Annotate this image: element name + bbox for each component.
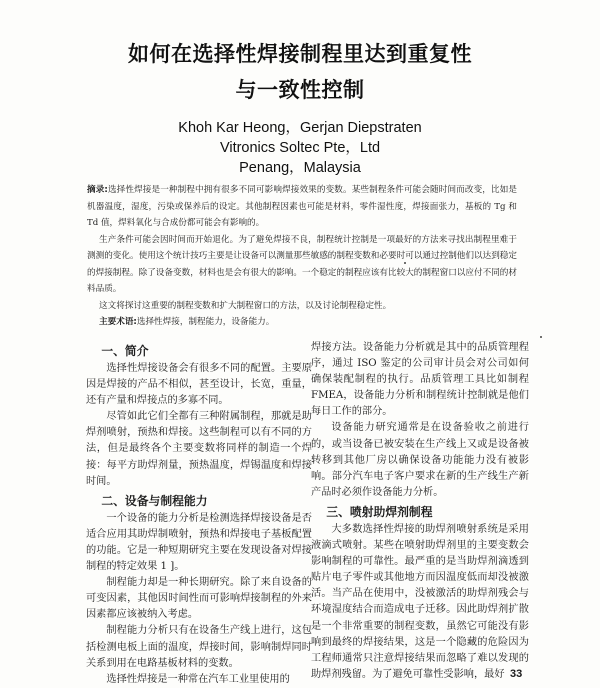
page-number: 33	[510, 668, 523, 680]
body-paragraph: 制程能力却是一种长期研究。除了来自设备的可变因素，其他因时间性而可影响焊接制程的外来因素都应该被纳入考虑。	[86, 577, 312, 621]
author-names: Khoh Kar Heong，Gerjan Diepstraten	[178, 120, 422, 136]
keywords	[87, 314, 517, 331]
keywords-text: 选择性焊接，制程能力，设备能力。	[136, 317, 275, 327]
section-heading-capability: 二、设备与制程能力	[101, 493, 208, 508]
body-paragraph: 焊接方法。设备能力分析就是其中的品质管理程序，通过 ISO 鉴定的公司审计员会对公司如何确保装配制程的执行。品质管理工具比如制程 FMEA，设备能力分析和制程统计控制就是他们每日工作的部分。	[311, 342, 529, 418]
section-heading-flux-spray: 三、喷射助焊剂制程	[326, 504, 433, 519]
body-paragraph: 设备能力研究通常是在设备验收之前进行的，或当设备已被安装在生产线上又或是设备被转移到其他厂房以确保设备功能能力没有被影响。部分汽车电子客户要求在新的生产线生产新产品时必须作设备能力分析。	[311, 422, 529, 498]
abstract-paragraph-3: 这文将探讨这重要的制程变数和扩大制程窗口的方法，以及讨论制程稳定性。	[99, 300, 392, 311]
keywords-label: 主要术语:	[99, 317, 137, 327]
paper-title-line-2: 与一致性控制	[235, 78, 365, 102]
left-column	[86, 340, 312, 688]
paper-title-line-1: 如何在选择性焊接制程里达到重复性	[128, 42, 472, 66]
abstract-label: 摘录:	[87, 185, 108, 195]
body-paragraph: 尽管如此它们全都有三种附属制程，那就是助焊剂喷射，预热和焊接。这些制程可以有不同的方法，但是最终各个主要变数将同样的制造一个焊接：每平方助焊剂量，预热温度，焊锡温度和焊接时间。	[86, 411, 312, 487]
abstract-text-1: 选择性焊接是一种制程中拥有很多不同可影响焊接效果的变数。某些制程条件可能会随时间而改变，比如是机器温度，湿度，污染或保养后的设定。其他制程因素也可能是材料，零件湿性度，焊接面张力，基板的 Tg 和 Td 值，焊料氧化与合成份都可能会有影响的。	[87, 185, 517, 228]
abstract	[87, 182, 517, 331]
body-paragraph: 选择性焊接是一种常在汽车工业里使用的	[106, 673, 290, 685]
author-location: Penang，Malaysia	[239, 160, 361, 176]
body-paragraph: 制程能力分析只有在设备生产线上进行，这包括检测电板上面的温度，焊接时间，影响制焊同时关系到用在电路基板材料的变数。	[86, 625, 312, 669]
scan-speck	[540, 336, 542, 338]
section-heading-introduction: 一、简介	[101, 344, 149, 358]
scan-speck	[404, 262, 406, 264]
body-paragraph: 一个设备的能力分析是检测选择焊接设备是否适合应用其助焊制喷射，预热和焊接电子基板配置的功能。它是一种短期研究主要在发现设备对焊接制程的特定效果 1 ]。	[86, 512, 312, 573]
abstract-paragraph-1	[87, 182, 517, 232]
abstract-paragraph-2: 生产条件可能会因时间而开始退化。为了避免焊接不良，制程统计控制是一项最好的方法来寻找出制程里难于测测的变化。使用这个统计技巧主要是让设备可以测量那些敏感的制程变数和必要时可以通过控制他们以达到稳定的焊接制程。除了设备变数，材料也是会有很大的影响。一个稳定的制程应该有比较大的制程窗口以应付不同的材料品质。	[87, 234, 517, 294]
right-column	[311, 340, 529, 683]
author-company: Vitronics Soltec Pte，Ltd	[219, 140, 381, 156]
body-paragraph: 选择性焊接设备会有很多不同的配置。主要原因是焊接的产品不相似，甚至设计，长宽，重量，还有产量和焊接点的多寡不同。	[86, 363, 312, 407]
body-paragraph: 大多数选择性焊接的助焊剂喷射系统是采用液滴式喷射。某些在喷射助焊剂里的主要变数会影响制程的可靠性。最严重的是当助焊剂滴透到贴片电子零件或其他地方而因温度低而却没被激活。当产品在使用中，没被激活的助焊剂残会与环境湿度结合而造成电子迁移。因此助焊剂扩散是一个非常重要的制程变数，虽然它可能没有影响到最终的焊接结果，这是一个隐藏的危险因为工程师通常只注意焊接结果而忽略了难以发现的助焊剂残留。为了避免可靠性受影响，最好	[311, 523, 529, 680]
